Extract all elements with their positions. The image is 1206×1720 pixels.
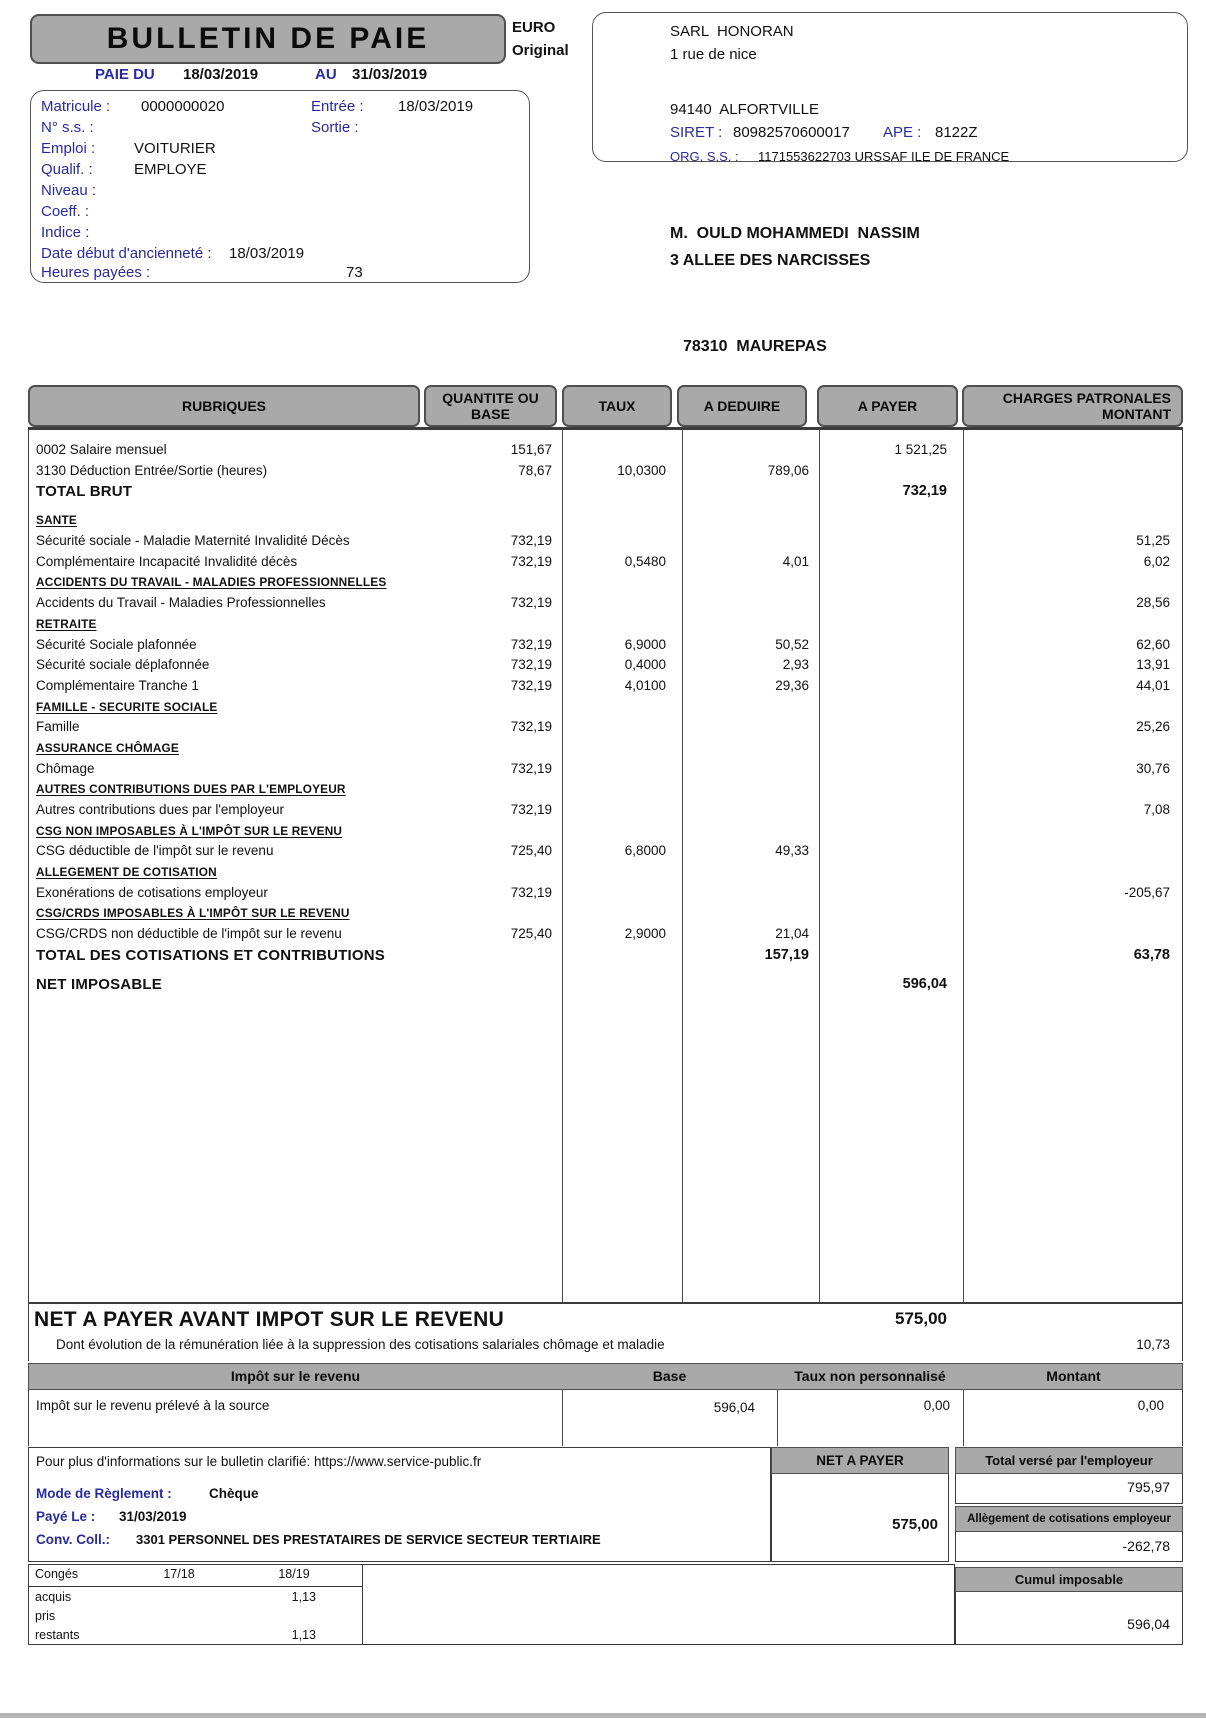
emploi-value: VOITURIER: [134, 140, 216, 157]
table-cell: 4,0100: [624, 677, 666, 693]
table-row: [29, 924, 1182, 945]
table-cell: 28,56: [1136, 595, 1170, 611]
table-cell: 0,4000: [624, 657, 666, 673]
ape-label: APE :: [883, 124, 922, 141]
col-header-rubriques: RUBRIQUES: [28, 385, 420, 427]
table-cell: 63,78: [1133, 946, 1170, 963]
conges-row: [29, 1627, 362, 1646]
table-cell: Sécurité Sociale plafonnée: [36, 636, 197, 652]
table-cell: 2,93: [782, 657, 809, 673]
tax-base-value: 596,04: [713, 1400, 755, 1415]
table-row: [29, 717, 1182, 738]
page-title: BULLETIN DE PAIE: [106, 22, 430, 55]
table-row: [29, 903, 1182, 924]
table-cell: 732,19: [510, 719, 552, 735]
collective-agreement-value: 3301 PERSONNEL DES PRESTATAIRES DE SERVICE SECTEUR TERTIAIRE: [136, 1532, 601, 1547]
table-row: [29, 440, 1182, 461]
table-cell: Complémentaire Incapacité Invalidité décès: [36, 553, 298, 569]
siret-value: 80982570600017: [733, 124, 850, 141]
table-row: [29, 841, 1182, 862]
table-cell: 732,19: [510, 657, 552, 673]
col-header-quantite: QUANTITE OU BASE: [424, 385, 557, 427]
col-header-a-deduire: A DEDUIRE: [677, 385, 807, 427]
tax-col-base: Base: [652, 1368, 687, 1384]
table-cell: 732,19: [902, 483, 947, 500]
copy-label: Original: [512, 42, 569, 59]
total-employer-header: [955, 1447, 1183, 1474]
table-cell: Autres contributions dues par l'employeur: [36, 802, 284, 817]
section-label: ASSURANCE CHÔMAGE: [36, 740, 180, 755]
period-to-date: 31/03/2019: [352, 66, 428, 83]
table-cell: 7,08: [1143, 802, 1170, 817]
section-label: ACCIDENTS DU TRAVAIL - MALADIES PROFESSIONNELLES: [36, 575, 387, 590]
table-row: [29, 945, 1182, 974]
siret-label: SIRET :: [670, 124, 723, 141]
tax-montant-value: 0,00: [1137, 1398, 1164, 1413]
ape-value: 8122Z: [935, 124, 978, 141]
table-cell: 30,76: [1136, 760, 1170, 776]
table-cell: 29,36: [775, 677, 809, 693]
table-cell: 51,25: [1136, 533, 1170, 549]
total-employer-value: 795,97: [1127, 1479, 1170, 1495]
col-header-a-payer: A PAYER: [817, 385, 958, 427]
table-cell: CSG déductible de l'impôt sur le revenu: [36, 843, 274, 859]
nss-label: N° s.s. :: [41, 119, 94, 136]
cumul-imposable-header: [955, 1567, 1183, 1592]
cumul-imposable-box: [955, 1592, 1183, 1645]
table-cell: Chômage: [36, 760, 95, 776]
table-cell: 732,19: [510, 802, 552, 817]
orgss-value: 1171553622703 URSSAF ILE DE FRANCE: [758, 149, 1010, 164]
table-cell: -205,67: [1124, 884, 1170, 900]
net-before-tax-strip: [28, 1303, 1183, 1361]
table-cell: Complémentaire Tranche 1: [36, 677, 199, 693]
conges-cell: 1,13: [291, 1590, 316, 1604]
table-row: [29, 481, 1182, 510]
payment-mode-label: Mode de Règlement :: [36, 1486, 172, 1501]
net-before-tax-value: 575,00: [895, 1309, 947, 1328]
rubriques-rows: [29, 440, 1182, 1003]
pay-period: [0, 66, 560, 86]
net-a-payer-header: [771, 1447, 949, 1474]
paid-on-label: Payé Le :: [36, 1509, 96, 1524]
table-cell: 1 521,25: [894, 442, 947, 457]
table-row: [29, 697, 1182, 718]
recipient-street: 3 ALLEE DES NARCISSES: [670, 252, 871, 269]
conges-row: [29, 1589, 362, 1608]
orgss-label: ORG. S.S. :: [670, 149, 739, 164]
cumul-imposable-label: Cumul imposable: [1014, 1572, 1124, 1587]
table-row: [29, 531, 1182, 552]
section-label: AUTRES CONTRIBUTIONS DUES PAR L'EMPLOYEUR: [36, 782, 346, 797]
table-cell: 2,9000: [624, 926, 666, 942]
tax-title: Impôt sur le revenu: [230, 1368, 361, 1384]
conges-row: [29, 1608, 362, 1627]
indice-label: Indice :: [41, 224, 90, 241]
table-cell: 62,60: [1136, 636, 1170, 652]
table-row: [29, 614, 1182, 635]
tax-table-body: [28, 1390, 1183, 1446]
allegement-header: [955, 1506, 1183, 1532]
payment-info-box: [28, 1447, 771, 1562]
table-cell: 732,19: [510, 595, 552, 611]
table-cell: 732,19: [510, 533, 552, 549]
matricule-label: Matricule :: [41, 98, 111, 115]
section-label: CSG NON IMPOSABLES À L'IMPÔT SUR LE REVENU: [36, 823, 343, 838]
table-row: [29, 974, 1182, 1003]
table-row: [29, 510, 1182, 531]
table-cell: Famille: [36, 719, 80, 735]
tax-taux-value: 0,00: [923, 1398, 950, 1413]
table-cell: 49,33: [775, 843, 809, 859]
table-row: [29, 655, 1182, 676]
table-cell: 6,8000: [624, 843, 666, 859]
footer-empty-box: [363, 1564, 955, 1645]
table-cell: NET IMPOSABLE: [36, 975, 162, 993]
table-cell: Sécurité sociale déplafonnée: [36, 657, 210, 673]
recipient-name: M. OULD MOHAMMEDI NASSIM: [670, 225, 920, 242]
table-cell: Accidents du Travail - Maladies Professionnelles: [36, 595, 326, 611]
table-cell: Sécurité sociale - Maladie Maternité Invalidité Décès: [36, 533, 350, 549]
tax-col-montant: Montant: [1046, 1368, 1101, 1384]
conges-cell: 1,13: [291, 1628, 316, 1642]
table-cell: TOTAL BRUT: [36, 483, 133, 501]
entree-value: 18/03/2019: [398, 98, 474, 115]
table-cell: 789,06: [767, 462, 809, 478]
column-divider: [963, 1390, 964, 1446]
employer-street: 1 rue de nice: [670, 46, 757, 63]
conges-cell: acquis: [35, 1590, 72, 1604]
table-cell: 0,5480: [624, 553, 666, 569]
tax-row-label: Impôt sur le revenu prélevé à la source: [36, 1398, 270, 1413]
table-cell: 21,04: [775, 926, 809, 942]
table-cell: CSG/CRDS non déductible de l'impôt sur le revenu: [36, 926, 342, 942]
table-row: [29, 676, 1182, 697]
total-employer-label: Total versé par l'employeur: [985, 1453, 1153, 1468]
table-cell: 4,01: [782, 553, 809, 569]
conges-col-1718: 17/18: [163, 1567, 195, 1581]
conges-header: [29, 1565, 362, 1587]
cumul-imposable-value: 596,04: [1127, 1616, 1170, 1632]
info-line: Pour plus d'informations sur le bulletin clarifié: https://www.service-public.fr: [36, 1454, 482, 1469]
table-cell: 725,40: [510, 843, 552, 859]
section-label: ALLEGEMENT DE COTISATION: [36, 865, 217, 880]
emploi-label: Emploi :: [41, 140, 96, 157]
period-from-label: PAIE DU: [95, 66, 155, 83]
qualif-label: Qualif. :: [41, 161, 93, 178]
matricule-value: 0000000020: [141, 98, 225, 115]
table-row: [29, 800, 1182, 821]
table-cell: 732,19: [510, 553, 552, 569]
table-cell: 596,04: [902, 975, 947, 992]
rubriques-table-body: [28, 427, 1183, 1303]
allegement-box: [955, 1532, 1183, 1562]
table-row: [29, 779, 1182, 800]
paid-on-value: 31/03/2019: [119, 1509, 187, 1524]
table-row: [29, 635, 1182, 656]
total-employer-box: [955, 1474, 1183, 1504]
table-row: [29, 862, 1182, 883]
table-cell: 78,67: [518, 462, 552, 478]
currency-label: EURO: [512, 19, 556, 36]
section-label: CSG/CRDS IMPOSABLES À L'IMPÔT SUR LE REVENU: [36, 906, 350, 921]
conges-table: [28, 1564, 363, 1645]
table-cell: 44,01: [1136, 677, 1170, 693]
table-cell: 151,67: [510, 442, 552, 457]
table-cell: 6,02: [1143, 553, 1170, 569]
tax-table-header: [28, 1363, 1183, 1390]
allegement-value: -262,78: [1122, 1538, 1170, 1554]
table-cell: 732,19: [510, 677, 552, 693]
net-a-payer-value: 575,00: [892, 1516, 938, 1533]
table-cell: 13,91: [1136, 657, 1170, 673]
table-cell: 25,26: [1136, 719, 1170, 735]
coeff-label: Coeff. :: [41, 203, 90, 220]
table-cell: 732,19: [510, 760, 552, 776]
table-cell: 10,0300: [617, 462, 666, 478]
net-before-tax-note: Dont évolution de la rémunération liée à la suppression des cotisations salariales chômage et maladie: [56, 1337, 665, 1352]
collective-agreement-label: Conv. Coll.:: [36, 1532, 110, 1547]
sortie-label: Sortie :: [311, 119, 359, 136]
employer-city: 94140 ALFORTVILLE: [670, 101, 819, 118]
table-cell: Exonérations de cotisations employeur: [36, 884, 268, 900]
payment-mode-value: Chèque: [209, 1486, 259, 1501]
section-label: RETRAITE: [36, 616, 97, 631]
qualif-value: EMPLOYE: [134, 161, 207, 178]
heures-value: 73: [346, 264, 363, 281]
conges-cell: pris: [35, 1609, 56, 1623]
anciennete-label: Date début d'ancienneté :: [41, 245, 212, 262]
niveau-label: Niveau :: [41, 182, 97, 199]
col-header-taux: TAUX: [562, 385, 672, 427]
heures-label: Heures payées :: [41, 264, 151, 281]
col-header-charges-patronales: CHARGES PATRONALES MONTANT: [962, 385, 1183, 427]
conges-rows: [29, 1589, 362, 1646]
anciennete-value: 18/03/2019: [229, 245, 305, 262]
table-row: [29, 759, 1182, 780]
table-cell: 732,19: [510, 636, 552, 652]
table-cell: TOTAL DES COTISATIONS ET CONTRIBUTIONS: [36, 946, 385, 964]
section-label: FAMILLE - SECURITE SOCIALE: [36, 699, 218, 714]
table-row: [29, 552, 1182, 573]
table-row: [29, 572, 1182, 593]
recipient-city: 78310 MAUREPAS: [683, 338, 827, 355]
period-from-date: 18/03/2019: [183, 66, 259, 83]
net-before-tax-note-value: 10,73: [1136, 1337, 1170, 1352]
table-cell: 0002 Salaire mensuel: [36, 442, 167, 457]
conges-col-1819: 18/19: [278, 1567, 310, 1581]
allegement-label: Allègement de cotisations employeur: [967, 1513, 1171, 1525]
column-divider: [777, 1390, 778, 1446]
conges-title: Congés: [35, 1567, 79, 1581]
table-cell: 3130 Déduction Entrée/Sortie (heures): [36, 462, 268, 478]
entree-label: Entrée :: [311, 98, 364, 115]
table-row: [29, 821, 1182, 842]
table-row: [29, 593, 1182, 614]
table-row: [29, 738, 1182, 759]
conges-cell: restants: [35, 1628, 80, 1642]
bottom-bar: [0, 1713, 1206, 1718]
column-divider: [562, 1390, 563, 1446]
employer-name: SARL HONORAN: [670, 23, 794, 40]
period-to-label: AU: [315, 66, 337, 83]
title-box: [30, 14, 506, 64]
tax-col-taux: Taux non personnalisé: [794, 1368, 946, 1384]
table-cell: 6,9000: [624, 636, 666, 652]
table-row: [29, 461, 1182, 482]
table-cell: 157,19: [764, 946, 809, 963]
table-cell: 732,19: [510, 884, 552, 900]
table-cell: 725,40: [510, 926, 552, 942]
employee-id-box: [30, 90, 530, 283]
employer-box: [592, 12, 1188, 162]
net-before-tax-label: NET A PAYER AVANT IMPOT SUR LE REVENU: [34, 1308, 505, 1331]
net-a-payer-label: NET A PAYER: [816, 1453, 904, 1468]
section-label: SANTE: [36, 513, 77, 528]
table-cell: 50,52: [775, 636, 809, 652]
net-a-payer-box: [771, 1474, 949, 1562]
table-row: [29, 883, 1182, 904]
